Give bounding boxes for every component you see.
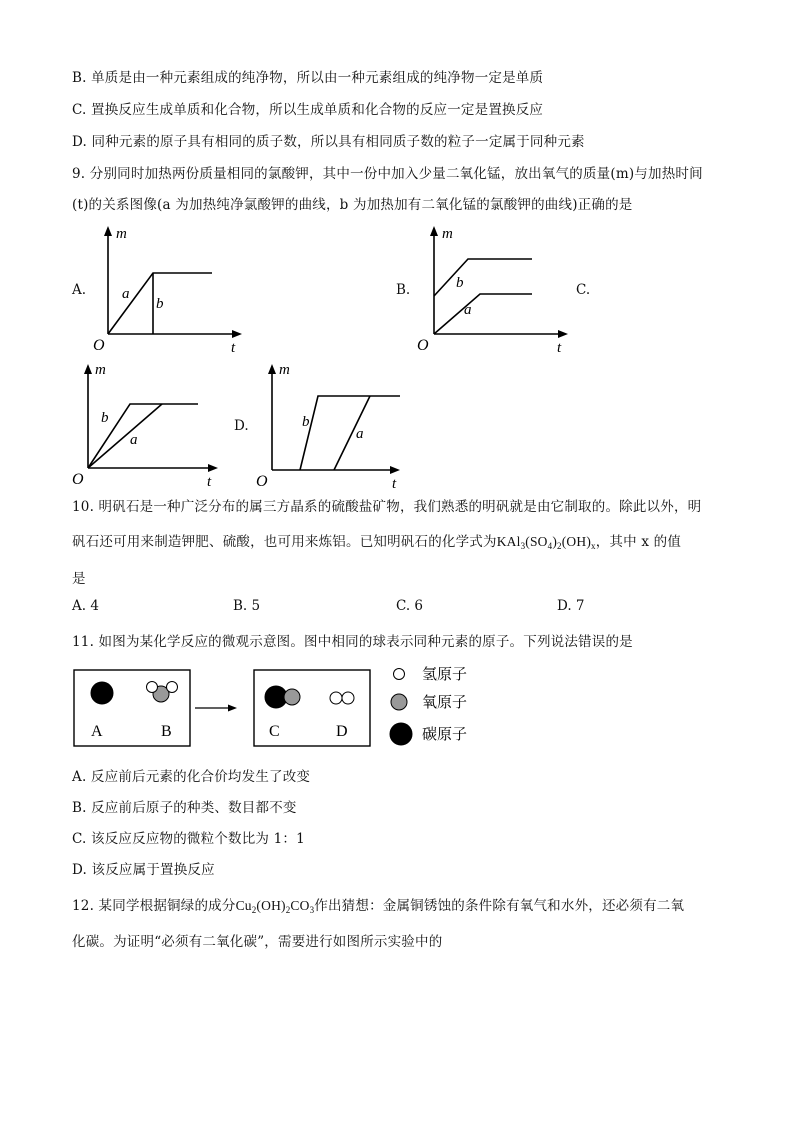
q9-graph-d-curve-b: b [302, 414, 310, 430]
q10-stem-line3: 是 [72, 571, 86, 587]
q10-formula-part4: (OH) [561, 534, 592, 549]
q9-graph-c-axis-y: m [95, 362, 106, 378]
q9-graph-b-axis-x: t [557, 340, 562, 356]
q12-formula-part2: (OH) [256, 898, 286, 913]
q11-legend-hydrogen-label: 氢原子 [422, 667, 468, 683]
q12-formula [236, 898, 315, 913]
q10-stem-line2-pre: 矾石还可用来制造钾肥、硫酸，也可用来炼铝。已知明矾石的化学式为 [72, 534, 497, 550]
q12-stem-line1-post: 作出猜想：金属铜锈蚀的条件除有氧气和水外，还必须有二氧 [314, 898, 685, 914]
q11-arrow [228, 705, 237, 712]
q9-graph-d [254, 360, 414, 492]
q11-option-b: B. 反应前后原子的种类、数目都不变 [72, 800, 297, 816]
q9-graph-d-axis-x: t [392, 476, 397, 492]
q11-molecule-b-hydrogen1 [147, 682, 158, 693]
q11-legend-oxygen-label: 氧原子 [422, 695, 468, 711]
q8-option-b: B. 单质是由一种元素组成的纯净物，所以由一种元素组成的纯净物一定是单质 [72, 70, 544, 86]
q9-graph-c-axis-x: t [207, 474, 212, 490]
q9-graph-c-origin: O [72, 471, 84, 488]
q9-graph-d-axis-y: m [279, 362, 290, 378]
q10-stem-line1: 10. 明矾石是一种广泛分布的属三方晶系的硫酸盐矿物，我们熟悉的明矾就是由它制取的。除此以外，明 [72, 499, 702, 515]
q12-formula-part3: CO [290, 898, 310, 913]
q12-stem-line1 [72, 894, 684, 915]
q8-option-c: C. 置换反应生成单质和化合物，所以生成单质和化合物的反应一定是置换反应 [72, 102, 544, 118]
q9-stem-line2: (t)的关系图像(a 为加热纯净氯酸钾的曲线，b 为加热加有二氧化锰的氯酸钾的曲线)正确的是 [72, 197, 633, 213]
q9-option-d-label: D. [234, 418, 249, 434]
q9-graph-a-origin: O [93, 337, 105, 354]
q10-formula-sub3: 2 [557, 541, 562, 551]
q11-label-a: A [91, 723, 103, 740]
q11-label-d: D [336, 723, 348, 740]
q8-option-d: D. 同种元素的原子具有相同的质子数，所以具有相同质子数的粒子一定属于同种元素 [72, 134, 585, 150]
q10-option-c: C. 6 [396, 598, 424, 614]
q9-graph-c [70, 360, 230, 492]
q9-graph-d-origin: O [256, 473, 268, 490]
q11-stem: 11. 如图为某化学反应的微观示意图。图中相同的球表示同种元素的原子。下列说法错误的是 [72, 634, 633, 650]
q9-graph-a-curve-b: b [156, 296, 164, 312]
q11-legend-oxygen-icon [391, 694, 407, 710]
q9-stem-line1: 9. 分别同时加热两份质量相同的氯酸钾，其中一份中加入少量二氧化锰，放出氧气的质量(m)与加热时间 [72, 166, 703, 182]
q12-stem-line1-pre: 12. 某同学根据铜绿的成分 [72, 898, 236, 914]
q11-label-c: C [269, 723, 280, 740]
q9-option-c-label: C. [576, 282, 591, 298]
q9-graph-a-axis-y: m [116, 226, 127, 242]
q11-legend-hydrogen-icon [394, 669, 405, 680]
q9-graph-a [88, 222, 248, 357]
q9-graph-c-curve-a: a [130, 432, 138, 448]
q11-option-a: A. 反应前后元素的化合价均发生了改变 [72, 769, 311, 785]
q9-graph-a-curve-a: a [122, 286, 130, 302]
q10-stem-line2-post: ，其中 x 的值 [595, 534, 682, 550]
q10-formula-sub2: 4 [547, 541, 553, 551]
q11-molecule-c-oxygen [284, 689, 300, 705]
q10-formula-sub1: 3 [520, 541, 526, 551]
q9-graph-a-axis-x: t [231, 340, 236, 356]
q10-formula [497, 534, 596, 549]
q12-formula-sub1: 2 [251, 905, 257, 915]
q9-option-a-label: A. [72, 282, 87, 298]
q11-legend-carbon-label: 碳原子 [422, 727, 468, 743]
q10-formula-part1: KAl [496, 534, 521, 549]
q11-molecule-b-hydrogen2 [167, 682, 178, 693]
q10-formula-part2: (SO [525, 534, 548, 549]
q10-option-a: A. 4 [72, 598, 99, 614]
q11-option-c: C. 该反应反应物的微粒个数比为 1：1 [72, 831, 305, 847]
q12-formula-sub3: 3 [309, 905, 315, 915]
q11-molecule-d-hydrogen1 [330, 692, 342, 704]
q9-graph-b-axis-y: m [442, 226, 453, 242]
q9-graph-b [414, 222, 574, 357]
q11-legend-carbon-icon [390, 723, 412, 745]
q11-molecule-a-carbon [91, 682, 113, 704]
q9-graph-b-curve-a: a [464, 302, 472, 318]
q12-stem-line2: 化碳。为证明“必须有二氧化碳”，需要进行如图所示实验中的 [72, 934, 443, 950]
q10-stem-line2 [72, 530, 681, 551]
q11-label-b: B [161, 723, 172, 740]
q9-graph-b-curve-b: b [456, 275, 464, 291]
q10-formula-sub4: x [591, 541, 596, 551]
q9-graph-d-curve-a: a [356, 426, 364, 442]
q11-molecule-d-hydrogen2 [342, 692, 354, 704]
q11-reaction-diagram [70, 664, 490, 754]
q10-formula-part3: ) [552, 534, 558, 549]
q9-graph-c-curve-b: b [101, 410, 109, 426]
q9-graph-b-origin: O [417, 337, 429, 354]
q9-option-b-label: B. [396, 282, 411, 298]
q10-option-b: B. 5 [233, 598, 261, 614]
q11-option-d: D. 该反应属于置换反应 [72, 862, 215, 878]
q10-option-d: D. 7 [557, 598, 585, 614]
q12-formula-part1: Cu [235, 898, 252, 913]
q12-formula-sub2: 2 [285, 905, 291, 915]
